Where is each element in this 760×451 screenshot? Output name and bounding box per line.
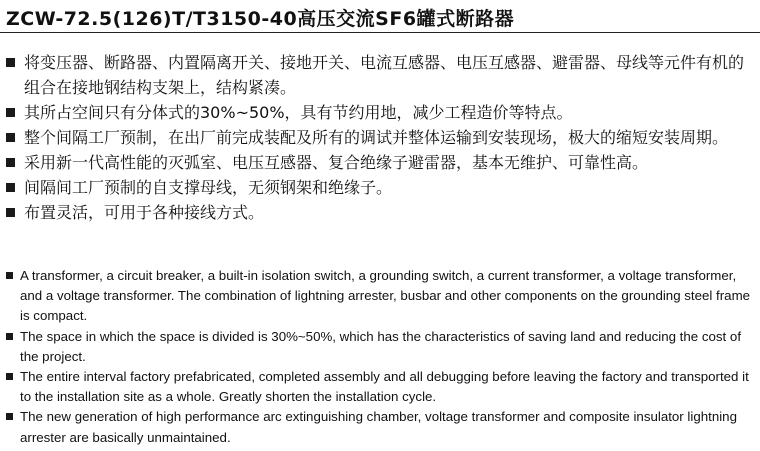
list-item bbox=[4, 367, 756, 407]
page-title: ZCW-72.5(126)T/T3150-40高压交流SF6罐式断路器 bbox=[6, 8, 515, 30]
feature-text-en: A transformer, a circuit breaker, a built-in isolation switch, a grounding switch, a current transformer, a voltage transformer, and a voltage transformer. The combination of lightning arrester, busbar and other components on the grounding steel frame is compact. bbox=[20, 268, 751, 324]
square-bullet-icon bbox=[6, 133, 15, 142]
list-item bbox=[4, 125, 756, 150]
chinese-feature-list bbox=[4, 50, 756, 225]
feature-text-en: The entire interval factory prefabricated, completed assembly and all debugging before leaving the factory and transported it to the installation site as a whole. Greatly shorten the installation cycle. bbox=[20, 369, 749, 405]
feature-text-zh: 采用新一代高性能的灭弧室、电压互感器、复合绝缘子避雷器，基本无维护、可靠性高。 bbox=[24, 153, 649, 172]
list-item bbox=[4, 200, 756, 225]
list-item bbox=[4, 175, 756, 200]
list-item bbox=[4, 407, 756, 447]
list-item bbox=[4, 150, 756, 175]
square-bullet-icon bbox=[6, 158, 15, 167]
feature-text-zh: 间隔间工厂预制的自支撑母线，无须钢架和绝缘子。 bbox=[24, 178, 393, 197]
square-bullet-icon bbox=[6, 333, 13, 340]
square-bullet-icon bbox=[6, 108, 15, 117]
feature-text-zh: 整个间隔工厂预制，在出厂前完成装配及所有的调试并整体运输到安装现场，极大的缩短安装周期。 bbox=[24, 128, 729, 147]
list-item bbox=[4, 327, 756, 367]
feature-text-zh: 将变压器、断路器、内置隔离开关、接地开关、电流互感器、电压互感器、避雷器、母线等元件有机的组合在接地钢结构支架上，结构紧凑。 bbox=[24, 53, 745, 97]
english-feature-list bbox=[4, 266, 756, 448]
list-item bbox=[4, 50, 756, 100]
square-bullet-icon bbox=[6, 413, 13, 420]
square-bullet-icon bbox=[6, 58, 15, 67]
square-bullet-icon bbox=[6, 272, 13, 279]
title-divider bbox=[0, 32, 760, 33]
square-bullet-icon bbox=[6, 208, 15, 217]
feature-text-en: The space in which the space is divided is 30%~50%, which has the characteristics of saving land and reducing the cost of the project. bbox=[20, 328, 742, 364]
list-item bbox=[4, 100, 756, 125]
feature-text-zh: 布置灵活，可用于各种接线方式。 bbox=[24, 203, 265, 222]
feature-text-en: The new generation of high performance arc extinguishing chamber, voltage transformer and composite insulator lightning arrester are basically unmaintained. bbox=[20, 409, 737, 445]
list-item bbox=[4, 266, 756, 327]
square-bullet-icon bbox=[6, 183, 15, 192]
square-bullet-icon bbox=[6, 373, 13, 380]
feature-text-zh: 其所占空间只有分体式的30%~50%，具有节约用地，减少工程造价等特点。 bbox=[24, 103, 573, 122]
